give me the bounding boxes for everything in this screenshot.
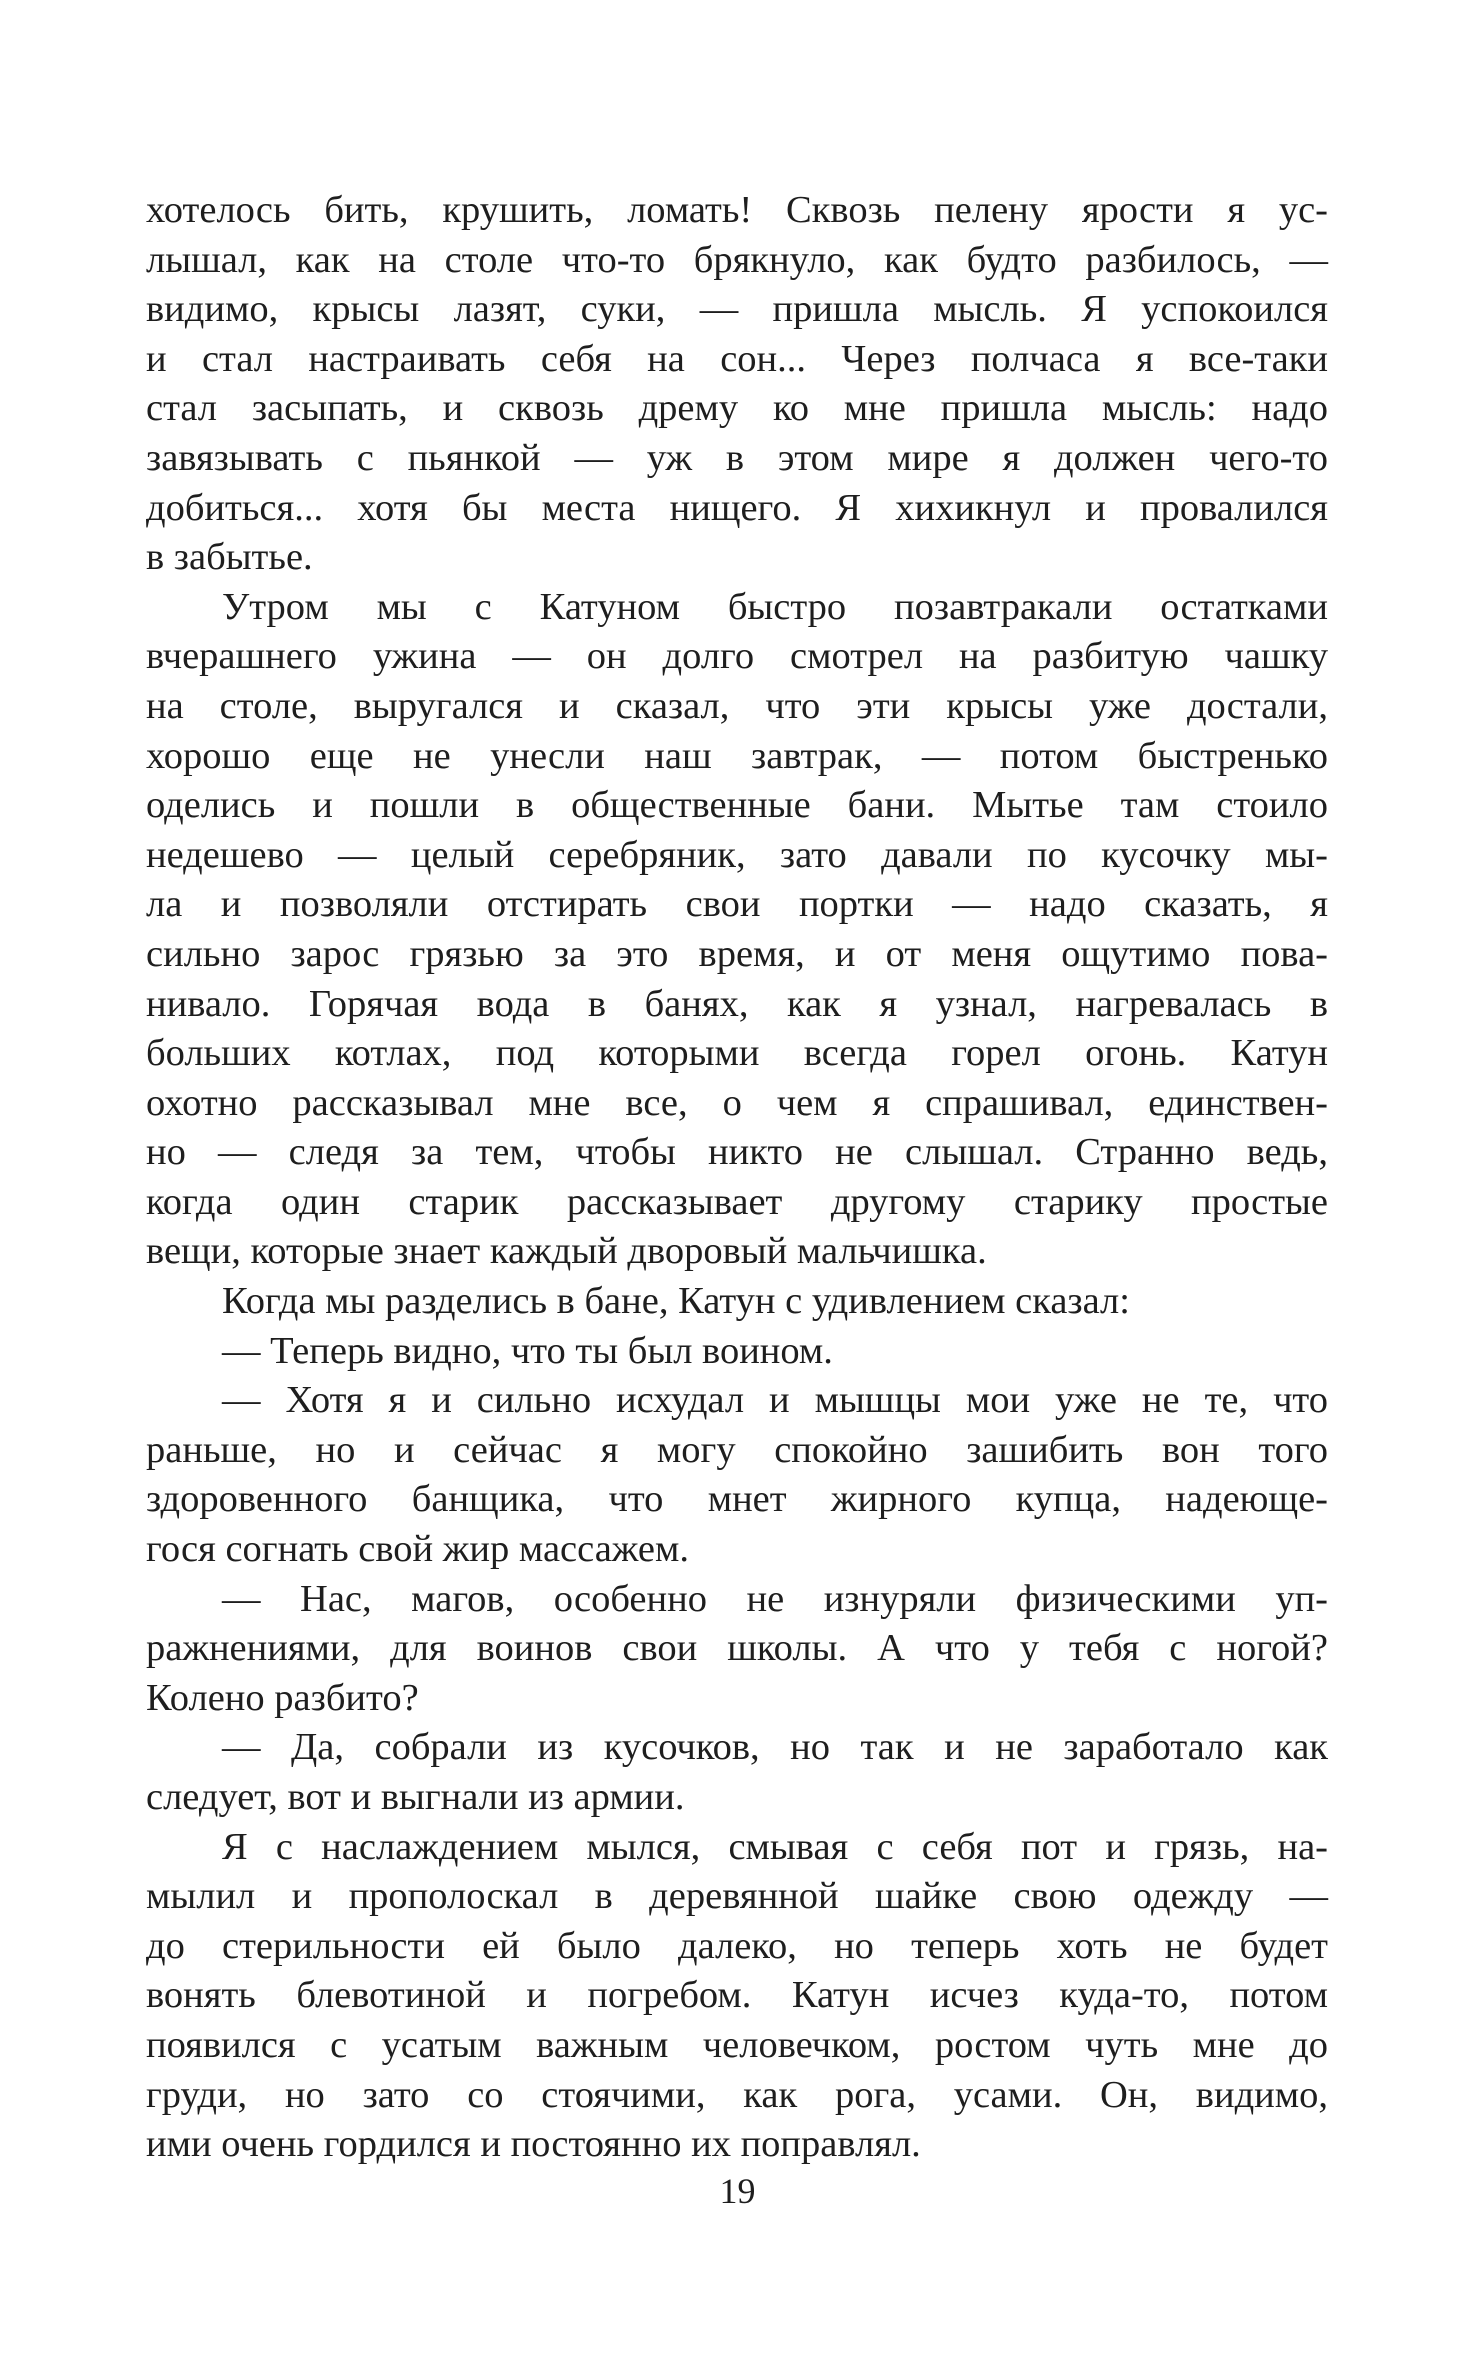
text-line: недешево — целый серебряник, зато давали по кусочку мы- <box>146 833 1328 876</box>
text-line: — Нас, магов, особенно не изнуряли физическими уп- <box>222 1577 1328 1620</box>
page-number: 19 <box>719 2171 756 2211</box>
text-line: — Да, собрали из кусочков, но так и не заработало как <box>222 1726 1328 1769</box>
text-line: вещи, которые знает каждый дворовый мальчишка. <box>146 1230 987 1273</box>
body-text <box>146 186 1328 2170</box>
text-line: Я с наслаждением мылся, смывая с себя пот и грязь, на- <box>222 1825 1328 1868</box>
text-line: Когда мы разделись в бане, Катун с удивлением сказал: <box>222 1280 1130 1323</box>
text-line: раньше, но и сейчас я могу спокойно зашибить вон того <box>146 1428 1328 1471</box>
text-line: ражнениями, для воинов свои школы. А что у тебя с ногой? <box>146 1627 1328 1670</box>
text-line: на столе, выругался и сказал, что эти крысы уже достали, <box>146 684 1328 727</box>
text-line: лышал, как на столе что-то брякнуло, как будто разбилось, — <box>146 238 1328 281</box>
text-line: груди, но зато со стоячими, как рога, усами. Он, видимо, <box>146 2073 1328 2116</box>
text-line: Колено разбито? <box>146 1676 419 1719</box>
text-line: — Теперь видно, что ты был воином. <box>222 1329 833 1372</box>
text-line: и стал настраивать себя на сон... Через полчаса я все-таки <box>146 337 1328 380</box>
text-line: стал засыпать, и сквозь дрему ко мне пришла мысль: надо <box>146 387 1328 430</box>
text-line: здоровенного банщика, что мнет жирного купца, надеюще- <box>146 1478 1328 1521</box>
text-line: ла и позволяли отстирать свои портки — надо сказать, я <box>146 883 1328 926</box>
text-line: сильно зарос грязью за это время, и от меня ощутимо пова- <box>146 932 1328 975</box>
text-line: добиться... хотя бы места нищего. Я хихикнул и провалился <box>146 486 1328 529</box>
text-line: завязывать с пьянкой — уж в этом мире я должен чего-то <box>146 436 1328 479</box>
text-line: оделись и пошли в общественные бани. Мытье там стоило <box>146 784 1328 827</box>
text-line: больших котлах, под которыми всегда горел огонь. Катун <box>146 1032 1328 1075</box>
text-line: охотно рассказывал мне все, о чем я спрашивал, единствен- <box>146 1081 1328 1124</box>
text-line: до стерильности ей было далеко, но теперь хоть не будет <box>146 1924 1328 1967</box>
text-line: мылил и прополоскал в деревянной шайке свою одежду — <box>146 1875 1328 1918</box>
text-line: гося согнать свой жир массажем. <box>146 1528 689 1571</box>
text-line: но — следя за тем, чтобы никто не слышал. Странно ведь, <box>146 1131 1328 1174</box>
text-line: хорошо еще не унесли наш завтрак, — потом быстренько <box>146 734 1328 777</box>
text-line: следует, вот и выгнали из армии. <box>146 1776 685 1818</box>
text-line: видимо, крысы лазят, суки, — пришла мысль. Я успокоился <box>146 288 1328 331</box>
text-line: ими очень гордился и постоянно их поправлял. <box>146 2123 921 2166</box>
text-line: хотелось бить, крушить, ломать! Сквозь пелену ярости я ус- <box>146 189 1328 231</box>
text-line: вчерашнего ужина — он долго смотрел на разбитую чашку <box>146 635 1328 678</box>
text-line: — Хотя я и сильно исхудал и мышцы мои уже не те, что <box>222 1379 1328 1422</box>
text-line: Утром мы с Катуном быстро позавтракали остатками <box>222 585 1328 628</box>
text-line: когда один старик рассказывает другому старику простые <box>146 1180 1328 1223</box>
text-line: появился с усатым важным человечком, ростом чуть мне до <box>146 2023 1328 2066</box>
text-line: вонять блевотиной и погребом. Катун исчез куда-то, потом <box>146 1974 1328 2017</box>
text-line: в забытье. <box>146 536 313 579</box>
text-line: нивало. Горячая вода в банях, как я узнал, нагревалась в <box>146 982 1328 1025</box>
